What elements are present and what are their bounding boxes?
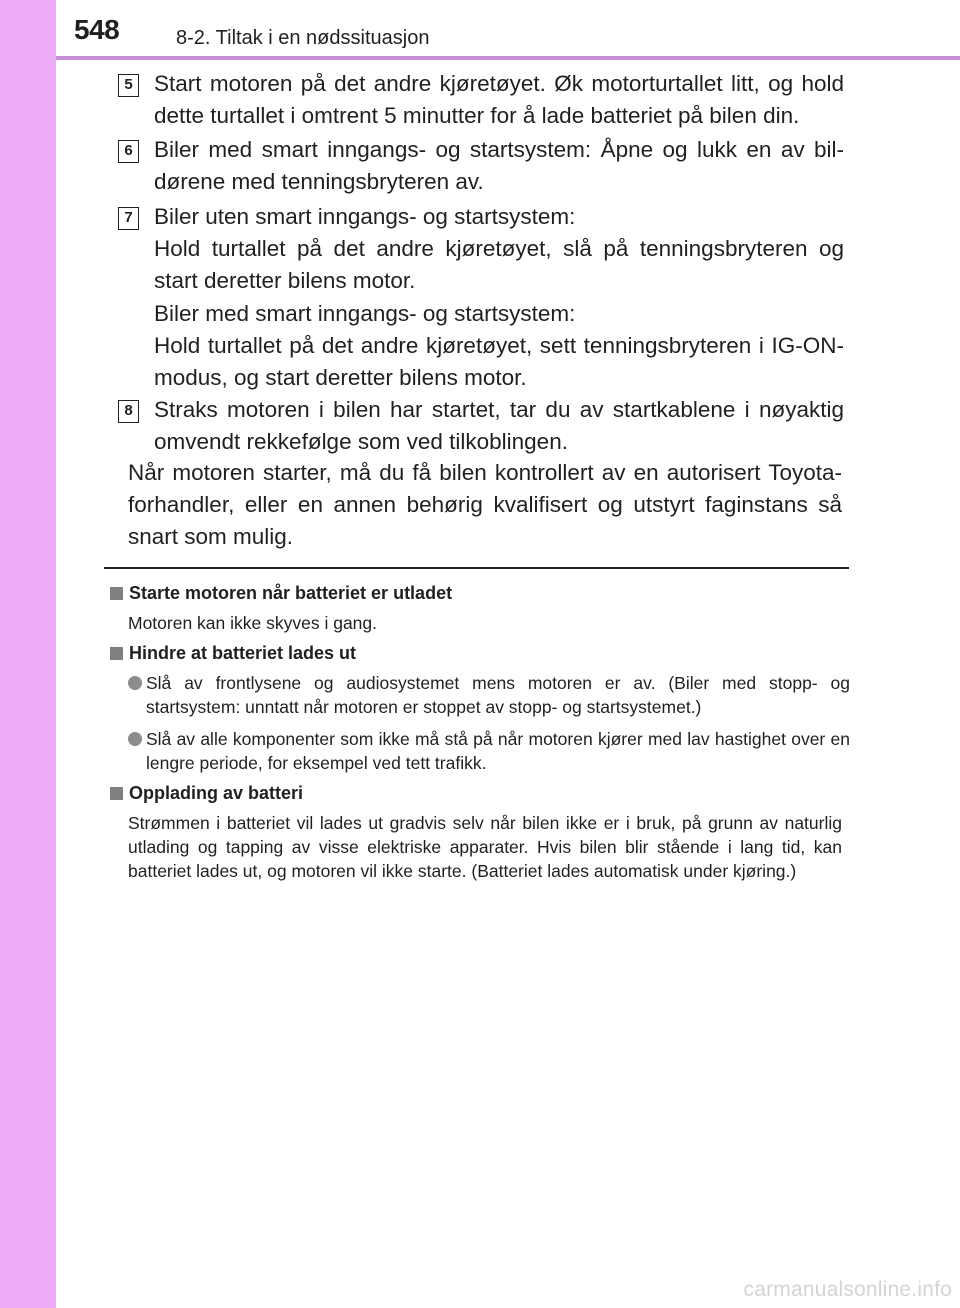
step-8 xyxy=(118,394,848,458)
circle-bullet-icon xyxy=(128,676,142,690)
step-6 xyxy=(118,134,848,198)
list-item-text: Slå av frontlysene og audiosystemet mens motoren er av. (Biler med stopp- og startsystem: unntatt når motoren er stoppet av stopp- og startsystemet.) xyxy=(146,673,850,717)
square-bullet-icon xyxy=(110,787,123,800)
step-text: Biler med smart inngangs- og startsystem: Åpne og lukk en av bil-dørene med tenningsbryteren av. xyxy=(154,137,844,194)
step-7 xyxy=(118,201,848,391)
note-heading xyxy=(110,582,452,604)
note-body: Motoren kan ikke skyves i gang. xyxy=(128,613,378,633)
header-rule xyxy=(56,56,960,60)
step-number-badge: 7 xyxy=(118,207,139,230)
step-number-badge: 8 xyxy=(118,400,139,423)
closing-paragraph: Når motoren starter, må du få bilen kontrollert av en autorisert Toyota-forhandler, eller en annen behørig kvalifisert og utstyrt faginstans så snart som mulig. xyxy=(128,460,842,549)
step-number-badge: 5 xyxy=(118,74,139,97)
step-text: Straks motoren i bilen har startet, tar du av startkablene i nøyaktig omvendt rekkefølge som ved tilkoblingen. xyxy=(154,397,844,454)
watermark: carmanualsonline.info xyxy=(743,1278,952,1301)
step-text: Hold turtallet på det andre kjøretøyet, sett tenningsbryteren i IG-ON-modus, og start deretter bilens motor. xyxy=(154,333,844,390)
circle-bullet-icon xyxy=(128,732,142,746)
chapter-side-tab xyxy=(0,0,56,1308)
step-text-line: Biler uten smart inngangs- og startsystem: xyxy=(154,204,576,229)
step-number-badge: 6 xyxy=(118,140,139,163)
section-title: 8-2. Tiltak i en nødssituasjon xyxy=(176,27,430,49)
list-item-text: Slå av alle komponenter som ikke må stå på når motoren kjører med lav hastighet over en lengre periode, for eksempel ved tett trafikk. xyxy=(146,729,850,773)
step-text: Hold turtallet på det andre kjøretøyet, slå på tenningsbryteren og start deretter bilens motor. xyxy=(154,236,844,293)
page-number: 548 xyxy=(74,14,120,45)
note-heading-text: Opplading av batteri xyxy=(129,783,304,803)
step-text-line: Biler med smart inngangs- og startsystem: xyxy=(154,301,576,326)
note-heading xyxy=(110,642,356,664)
note-heading-text: Hindre at batteriet lades ut xyxy=(129,643,357,663)
step-text: Start motoren på det andre kjøretøyet. Øk motorturtallet litt, og hold dette turtallet i omtrent 5 minutter for å lade batteriet på bilen din. xyxy=(154,71,844,128)
note-heading-text: Starte motoren når batteriet er utladet xyxy=(129,583,453,603)
step-5 xyxy=(118,68,848,132)
square-bullet-icon xyxy=(110,647,123,660)
square-bullet-icon xyxy=(110,587,123,600)
note-body: Strømmen i batteriet vil lades ut gradvis selv når bilen ikke er i bruk, på grunn av naturlig utlading og tapping av visse elektriske apparater. Hvis bilen blir stående i lang tid, kan batteriet lades ut, og motoren vil ikke starte. (Batteriet lades automatisk under kjøring.) xyxy=(128,813,842,881)
note-heading xyxy=(110,782,303,804)
section-divider xyxy=(104,567,849,569)
